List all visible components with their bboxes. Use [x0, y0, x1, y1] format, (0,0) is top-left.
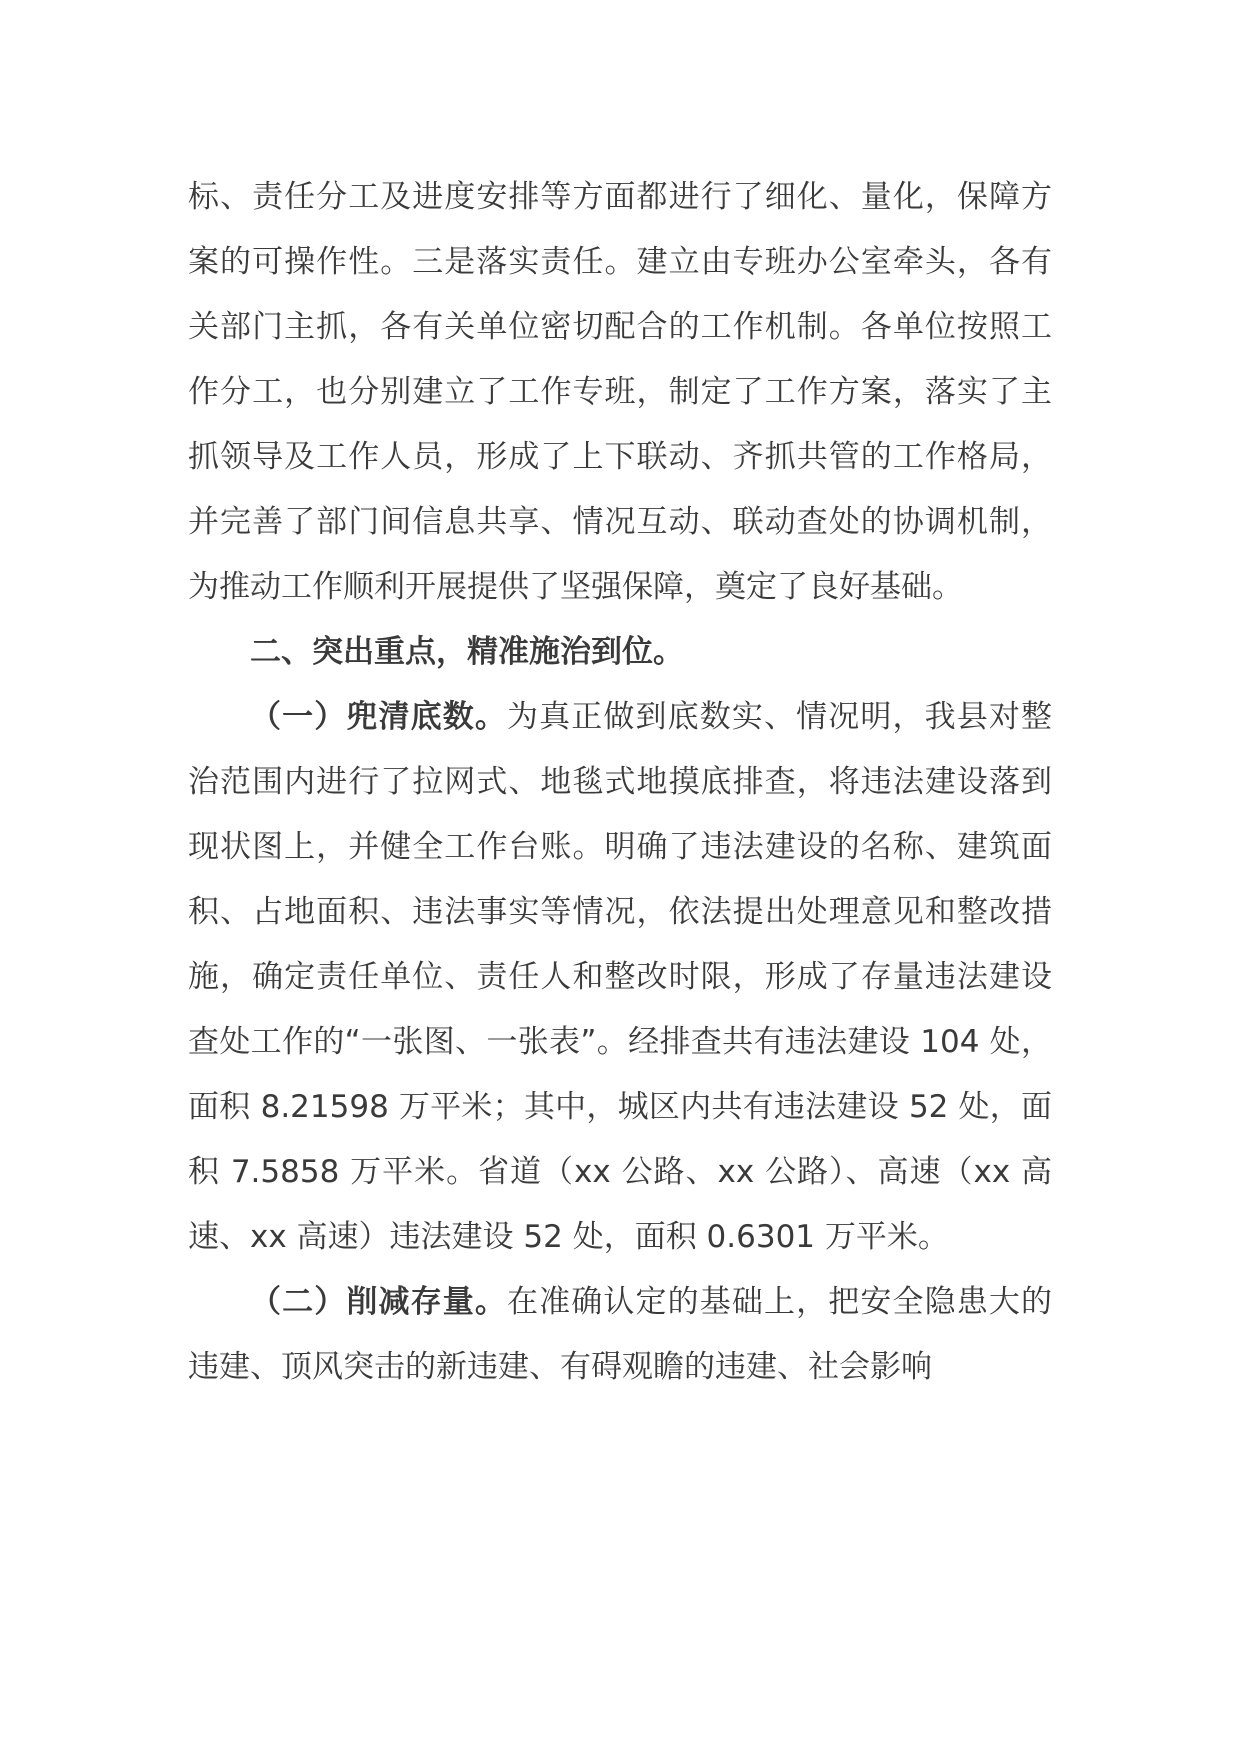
subsection-1-title: （一）兜清底数。 — [250, 699, 507, 735]
paragraph-continuation: 标、责任分工及进度安排等方面都进行了细化、量化，保障方案的可操作性。三是落实责任。建立由专班办公室牵头，各有关部门主抓，各有关单位密切配合的工作机制。各单位按照工作分工，也分别建立了工作专班，制定了工作方案，落实了主抓领导及工作人员，形成了上下联动、齐抓共管的工作格局，并完善了部门间信息共享、情况互动、联动查处的协调机制，为推动工作顺利开展提供了坚强保障，奠定了良好基础。 — [188, 179, 1052, 605]
subsection-2-title: （二）削减存量。 — [250, 1284, 507, 1320]
subsection-1-body: 为真正做到底数实、情况明，我县对整治范围内进行了拉网式、地毯式地摸底排查，将违法建设落到现状图上，并健全工作台账。明确了违法建设的名称、建筑面积、占地面积、违法事实等情况，依法提出处理意见和整改措施，确定责任单位、责任人和整改时限，形成了存量违法建设查处工作的“一张图、一张表”。经排查共有违法建设 104 处，面积 8.21598 万平米；其中，城区内共有违法建设 52 处，面积 7.5858 万平米。省道（xx 公路、xx 公路）、高速（xx 高速、xx 高速）违法建设 52 处，面积 0.6301 万平米。 — [188, 699, 1052, 1255]
subsection-2-paragraph — [188, 1270, 1052, 1400]
document-page — [188, 165, 1052, 1400]
section-heading-2: 二、突出重点，精准施治到位。 — [250, 634, 684, 670]
subsection-1-paragraph — [188, 685, 1052, 1270]
subsection-2-body: 在准确认定的基础上，把安全隐患大的违建、顶风突击的新违建、有碍观瞻的违建、社会影响 — [188, 1284, 1052, 1385]
